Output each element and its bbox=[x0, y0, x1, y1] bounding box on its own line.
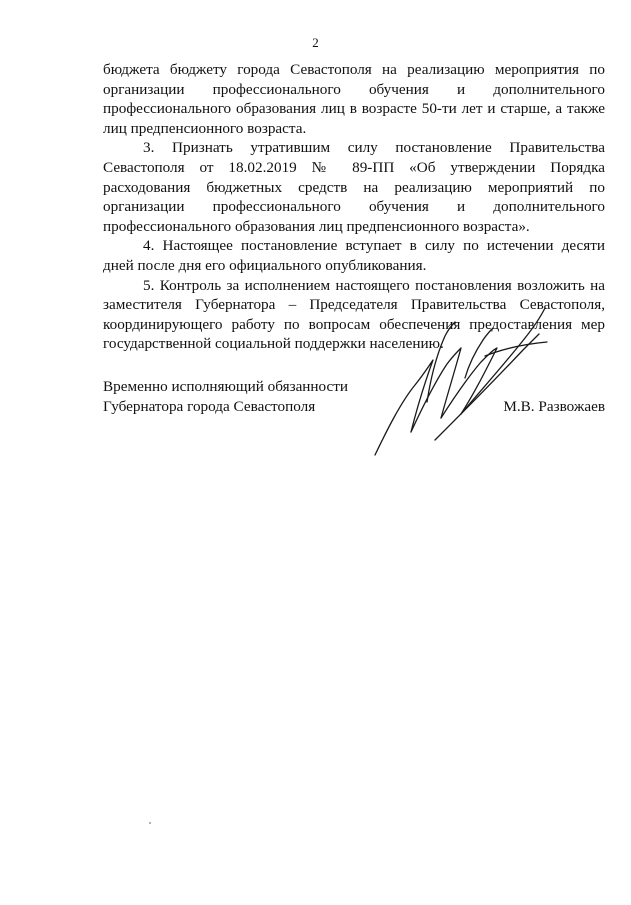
paragraph-item-5-control: 5. Контроль за исполнением настоящего постановления возложить на заместителя Губернатора – Председателя Правительства Севастополя, координирующего работу по вопросам обеспечения предоставления мер государственной социальной поддержки населению. bbox=[103, 276, 605, 353]
signer-position bbox=[103, 377, 383, 416]
paragraph-item-3-repeal: 3. Признать утратившим силу постановление Правительства Севастополя от 18.02.2019 № 89-ПП «Об утверждении Порядка расходования бюджетных средств на реализацию мероприятий по организации профессионального обучения и дополнительного профессионального образования лиц предпенсионного возраста». bbox=[103, 139, 605, 235]
page-number: 2 bbox=[312, 35, 319, 50]
handwritten-signature-icon bbox=[365, 290, 555, 460]
scan-speck bbox=[149, 822, 151, 824]
signer-position-line-1: Временно исполняющий обязанности bbox=[103, 378, 349, 395]
signer-position-line-2: Губернатора города Севастополя bbox=[103, 397, 316, 415]
paragraph-item-4-entry-into-force: 4. Настоящее постановление вступает в силу по истечении десяти дней после дня его официального опубликования. bbox=[103, 237, 605, 274]
signer-name: М.В. Развожаев bbox=[503, 397, 605, 415]
paragraph-continued-budget: бюджета бюджету города Севастополя на реализацию мероприятия по организации профессионального обучения и дополнительного профессионального образования лиц в возрасте 50-ти лет и старше, а также лиц предпенсионного возраста. bbox=[103, 61, 605, 137]
